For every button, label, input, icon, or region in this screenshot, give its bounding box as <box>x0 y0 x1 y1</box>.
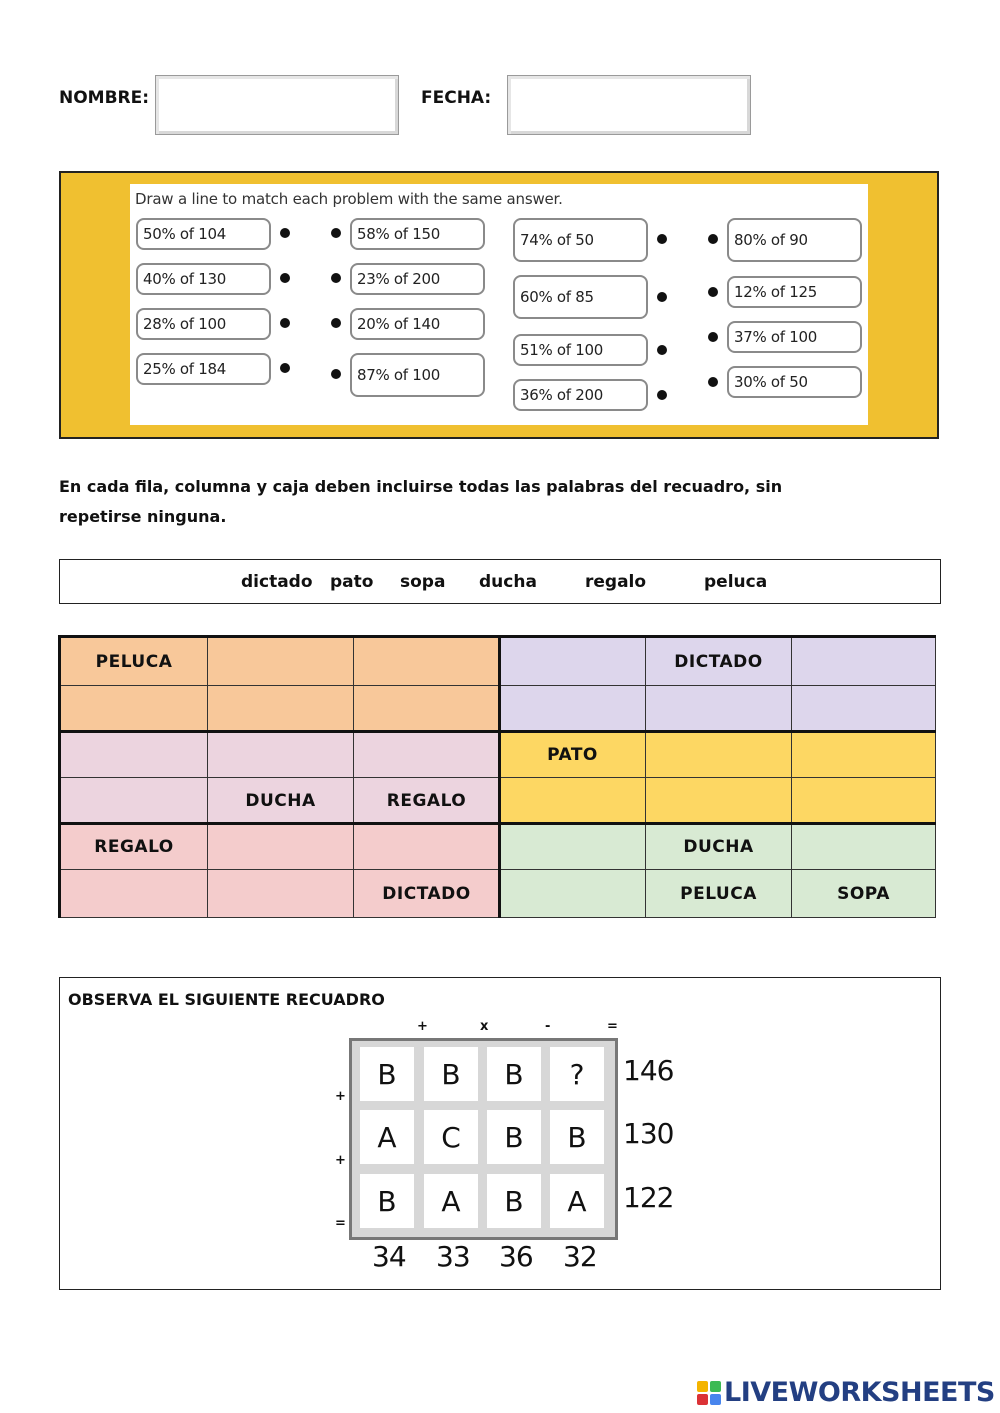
match-dot[interactable] <box>708 332 718 342</box>
match-dot[interactable] <box>331 228 341 238</box>
box-divider <box>498 638 501 918</box>
row-operator: + <box>335 1153 346 1168</box>
match-item: 25% of 184 <box>136 353 271 385</box>
match-dot[interactable] <box>280 228 290 238</box>
word-item: dictado <box>241 572 313 592</box>
match-item: 40% of 130 <box>136 263 271 295</box>
match-item: 20% of 140 <box>350 308 485 340</box>
sudoku-cell[interactable] <box>646 686 792 732</box>
col-sum: 34 <box>372 1240 406 1273</box>
row-sum: 122 <box>623 1181 674 1214</box>
sudoku-cell[interactable] <box>500 778 646 824</box>
sudoku-cell[interactable]: PATO <box>500 732 646 778</box>
puzzle-tile: B <box>487 1110 541 1164</box>
match-item: 74% of 50 <box>513 218 648 262</box>
puzzle-tile: B <box>424 1047 478 1101</box>
word-item: regalo <box>585 572 647 592</box>
puzzle-tile: B <box>360 1047 414 1101</box>
sudoku-cell[interactable]: PELUCA <box>61 638 208 686</box>
match-dot[interactable] <box>657 345 667 355</box>
sudoku-cell[interactable] <box>792 732 936 778</box>
row-sum: 146 <box>623 1054 674 1087</box>
puzzle-tile: ? <box>550 1047 604 1101</box>
sudoku-cell[interactable] <box>792 638 936 686</box>
match-item: 37% of 100 <box>727 321 862 353</box>
puzzle-title: OBSERVA EL SIGUIENTE RECUADRO <box>68 990 385 1009</box>
sudoku-cell[interactable]: DUCHA <box>646 824 792 870</box>
match-item: 87% of 100 <box>350 353 485 397</box>
sudoku-cell[interactable]: SOPA <box>792 870 936 918</box>
match-item: 12% of 125 <box>727 276 862 308</box>
sudoku-cell[interactable] <box>500 686 646 732</box>
row-operator: + <box>335 1089 346 1104</box>
col-sum: 33 <box>436 1240 470 1273</box>
sudoku-cell[interactable]: DICTADO <box>646 638 792 686</box>
sudoku-cell[interactable]: DICTADO <box>354 870 500 918</box>
sudoku-cell[interactable] <box>61 870 208 918</box>
match-dot[interactable] <box>708 377 718 387</box>
match-item: 80% of 90 <box>727 218 862 262</box>
match-item: 30% of 50 <box>727 366 862 398</box>
sudoku-cell[interactable] <box>61 686 208 732</box>
match-item: 36% of 200 <box>513 379 648 411</box>
puzzle-tile: B <box>487 1174 541 1228</box>
match-dot[interactable] <box>708 287 718 297</box>
col-sum: 36 <box>499 1240 533 1273</box>
sudoku-cell[interactable] <box>500 870 646 918</box>
match-dot[interactable] <box>657 292 667 302</box>
match-item: 51% of 100 <box>513 334 648 366</box>
sudoku-cell[interactable] <box>500 824 646 870</box>
letter-puzzle-grid <box>349 1038 618 1240</box>
match-dot[interactable] <box>280 273 290 283</box>
sudoku-cell[interactable] <box>646 732 792 778</box>
sudoku-cell[interactable] <box>354 732 500 778</box>
sudoku-cell[interactable] <box>354 638 500 686</box>
sudoku-cell[interactable]: REGALO <box>61 824 208 870</box>
logo-text: LIVEWORKSHEETS <box>724 1377 995 1408</box>
col-operator: x <box>480 1019 489 1034</box>
sudoku-cell[interactable] <box>792 778 936 824</box>
match-dot[interactable] <box>708 234 718 244</box>
puzzle-tile: A <box>360 1110 414 1164</box>
word-item: pato <box>330 572 374 592</box>
sudoku-cell[interactable] <box>208 638 354 686</box>
match-item: 58% of 150 <box>350 218 485 250</box>
word-item: peluca <box>704 572 768 592</box>
puzzle-tile: B <box>360 1174 414 1228</box>
word-sudoku-grid <box>58 635 936 918</box>
puzzle-tile: C <box>424 1110 478 1164</box>
sudoku-cell[interactable] <box>61 778 208 824</box>
match-dot[interactable] <box>280 318 290 328</box>
match-item: 60% of 85 <box>513 275 648 319</box>
col-sum: 32 <box>563 1240 597 1273</box>
sudoku-cell[interactable]: PELUCA <box>646 870 792 918</box>
col-operator: = <box>607 1019 618 1034</box>
name-input[interactable] <box>155 75 399 135</box>
match-dot[interactable] <box>331 318 341 328</box>
word-item: sopa <box>400 572 446 592</box>
match-instruction: Draw a line to match each problem with the same answer. <box>135 190 563 208</box>
sudoku-cell[interactable] <box>354 686 500 732</box>
liveworksheets-logo <box>697 1377 995 1408</box>
logo-mark-icon <box>697 1381 721 1405</box>
sudoku-cell[interactable] <box>61 732 208 778</box>
sudoku-cell[interactable] <box>208 732 354 778</box>
word-item: ducha <box>479 572 537 592</box>
match-dot[interactable] <box>331 369 341 379</box>
col-operator: + <box>417 1019 428 1034</box>
sudoku-cell[interactable] <box>208 686 354 732</box>
match-item: 50% of 104 <box>136 218 271 250</box>
sudoku-cell[interactable] <box>646 778 792 824</box>
date-label: FECHA: <box>421 88 492 108</box>
match-item: 23% of 200 <box>350 263 485 295</box>
puzzle-tile: A <box>550 1174 604 1228</box>
sudoku-cell[interactable] <box>500 638 646 686</box>
col-operator: - <box>545 1019 551 1034</box>
sudoku-cell[interactable] <box>208 870 354 918</box>
sudoku-cell[interactable] <box>354 824 500 870</box>
sudoku-cell[interactable] <box>792 824 936 870</box>
puzzle-tile: B <box>487 1047 541 1101</box>
match-dot[interactable] <box>657 234 667 244</box>
puzzle-tile: B <box>550 1110 604 1164</box>
date-input[interactable] <box>507 75 751 135</box>
match-dot[interactable] <box>280 363 290 373</box>
match-dot[interactable] <box>657 390 667 400</box>
sudoku-cell[interactable] <box>208 824 354 870</box>
sudoku-cell[interactable]: REGALO <box>354 778 500 824</box>
sudoku-cell[interactable]: DUCHA <box>208 778 354 824</box>
match-dot[interactable] <box>331 273 341 283</box>
row-sum: 130 <box>623 1117 674 1150</box>
name-label: NOMBRE: <box>59 88 150 108</box>
puzzle-tile: A <box>424 1174 478 1228</box>
row-operator: = <box>335 1216 346 1231</box>
sudoku-instruction: En cada fila, columna y caja deben incluirse todas las palabras del recuadro, sin repetirse ninguna. <box>59 477 783 526</box>
sudoku-cell[interactable] <box>792 686 936 732</box>
match-item: 28% of 100 <box>136 308 271 340</box>
